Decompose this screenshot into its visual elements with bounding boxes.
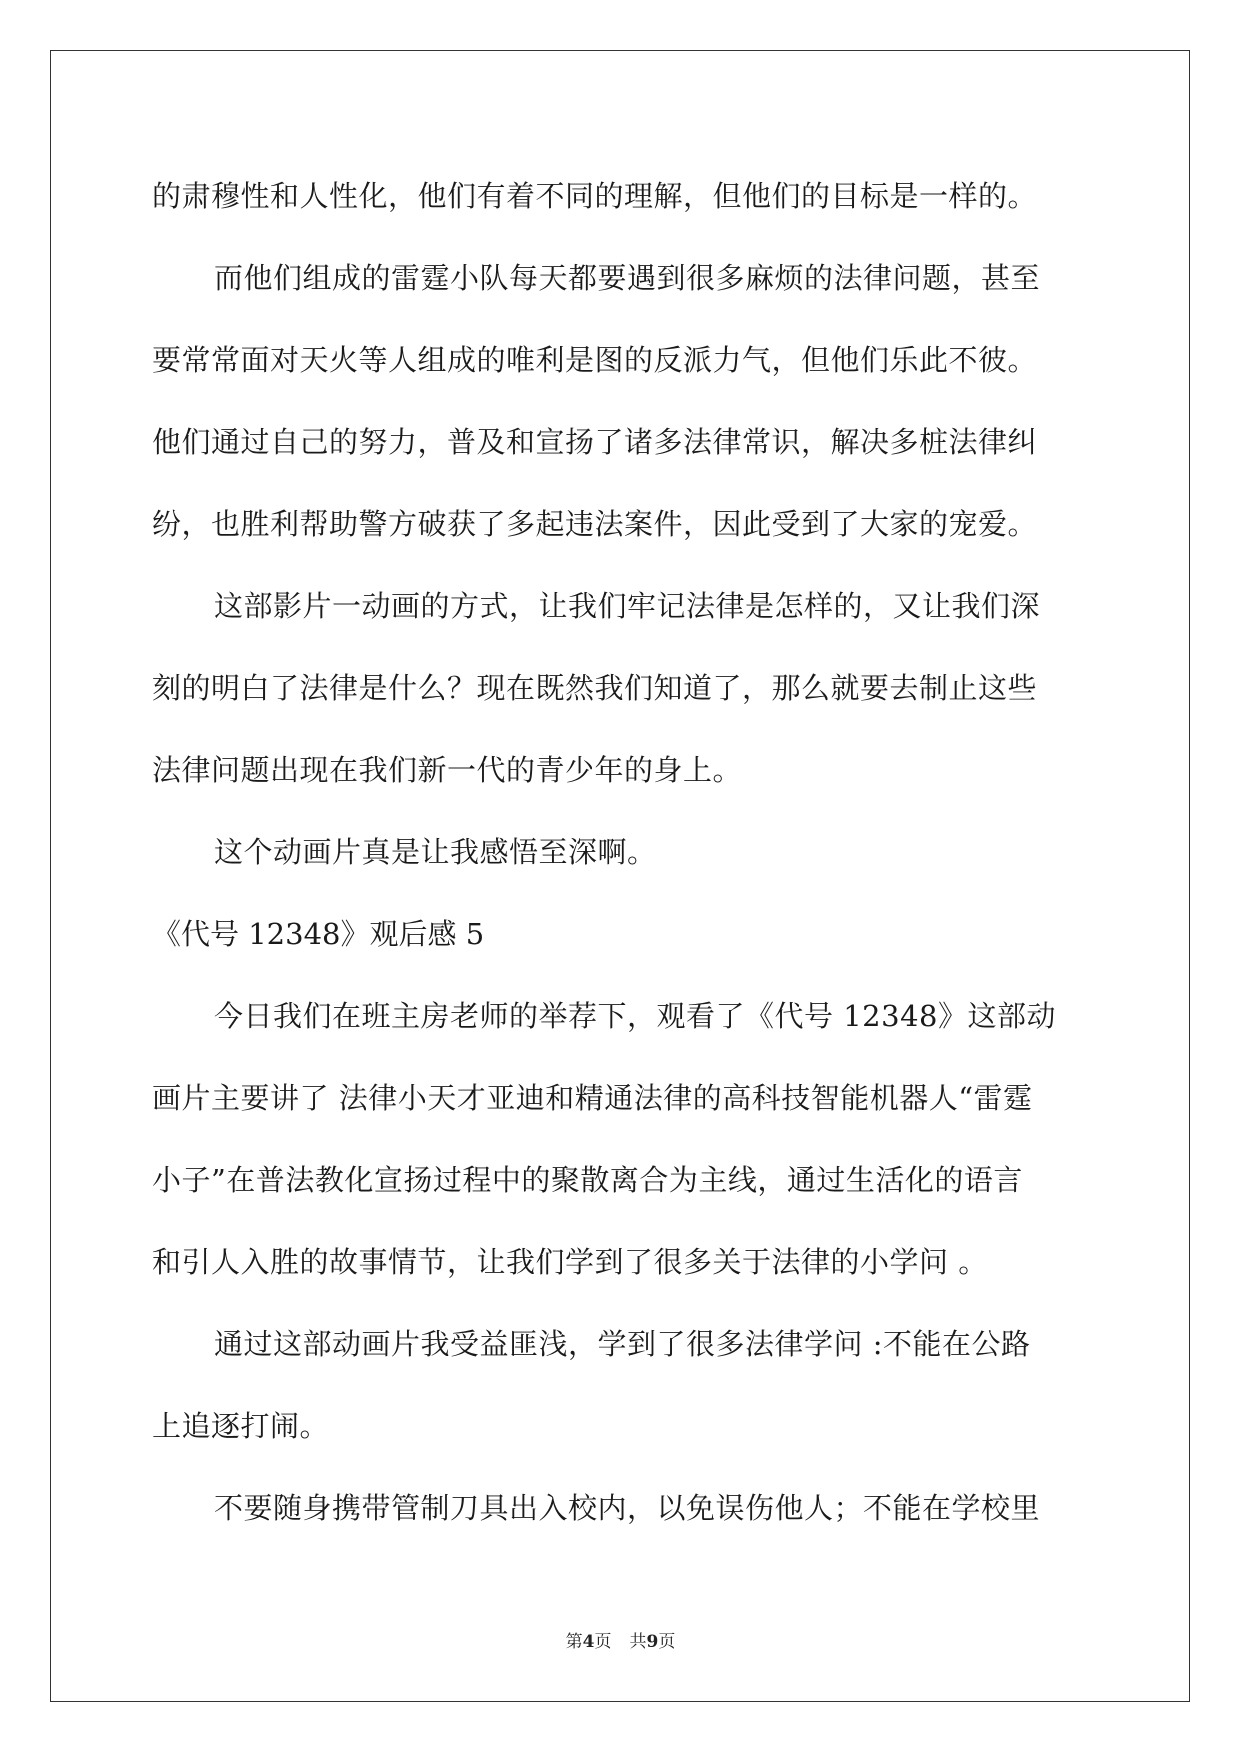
text-line: 通过这部动画片我受益匪浅，学到了很多法律学问 :不能在公路 (214, 1327, 1031, 1361)
total-pages: 9 (646, 1632, 659, 1652)
page-footer (0, 1627, 1241, 1652)
text-line: 法律问题出现在我们新一代的青少年的身上。 (152, 753, 743, 787)
page-number: 4 (582, 1632, 595, 1652)
text-line: 要常常面对天火等人组成的唯利是图的反派力气，但他们乐此不彼。 (152, 343, 1038, 377)
footer-prefix: 第 (565, 1632, 583, 1652)
text-line: 今日我们在班主房老师的举荐下，观看了《代号 12348》这部动 (214, 999, 1056, 1033)
section-heading: 《代号 12348》观后感 5 (152, 917, 485, 951)
text-line: 小子”在普法教化宣扬过程中的聚散离合为主线，通过生活化的语言 (152, 1163, 1023, 1197)
text-line: 他们通过自己的努力，普及和宣扬了诸多法律常识，解决多桩法律纠 (152, 425, 1038, 459)
text-line: 纷，也胜利帮助警方破获了多起违法案件，因此受到了大家的宠爱。 (152, 507, 1038, 541)
footer-total-suffix: 页 (658, 1632, 676, 1652)
text-line: 不要随身携带管制刀具出入校内，以免误伤他人；不能在学校里 (214, 1491, 1041, 1525)
text-line: 刻的明白了法律是什么？现在既然我们知道了，那么就要去制止这些 (152, 671, 1038, 705)
text-line: 画片主要讲了 法律小天才亚迪和精通法律的高科技智能机器人“雷霆 (152, 1081, 1033, 1115)
text-line: 的肃穆性和人性化，他们有着不同的理解，但他们的目标是一样的。 (152, 179, 1038, 213)
text-line: 而他们组成的雷霆小队每天都要遇到很多麻烦的法律问题，甚至 (214, 261, 1041, 295)
footer-total-prefix: 共 (629, 1632, 647, 1652)
footer-page-suffix: 页 (594, 1632, 612, 1652)
text-line: 这个动画片真是让我感悟至深啊。 (214, 835, 657, 869)
text-line: 上追逐打闹。 (152, 1409, 330, 1443)
document-body (152, 155, 1088, 1549)
text-line: 这部影片一动画的方式，让我们牢记法律是怎样的，又让我们深 (214, 589, 1041, 623)
text-line: 和引人入胜的故事情节，让我们学到了很多关于法律的小学问 。 (152, 1245, 988, 1279)
